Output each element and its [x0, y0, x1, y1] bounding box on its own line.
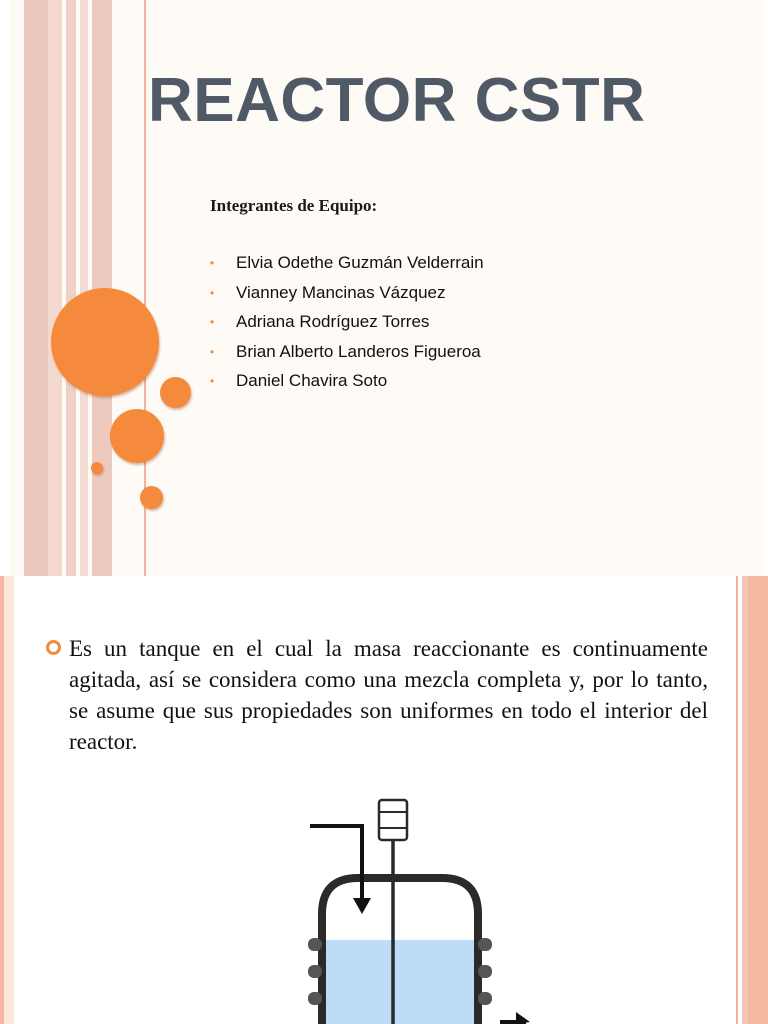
decorative-band [66, 0, 76, 576]
jacket-lug [308, 965, 322, 978]
jacket-lug [478, 992, 492, 1005]
content-slide [0, 576, 768, 1024]
bullet-icon: • [210, 344, 215, 359]
decorative-circle-small [160, 377, 191, 408]
jacket-lug [308, 938, 322, 951]
decorative-circle-large [51, 288, 159, 396]
liquid-fill [320, 940, 480, 1024]
bullet-icon: • [210, 374, 215, 389]
decorative-band [4, 576, 14, 1024]
jacket-lug [478, 938, 492, 951]
decorative-band [48, 0, 62, 576]
bullet-icon: • [210, 315, 215, 330]
decorative-band [748, 576, 768, 1024]
inlet-arrow-icon [353, 898, 371, 914]
jacket-lug [478, 965, 492, 978]
decorative-divider-line [736, 576, 738, 1024]
decorative-circle-tiny [91, 462, 103, 474]
slide-edge-right [764, 0, 768, 576]
member-name: Adriana Rodríguez Torres [236, 312, 430, 332]
definition-paragraph: Es un tanque en el cual la masa reaccionante es continuamente agitada, así se considera como una mezcla completa y, por lo tanto, se asume que sus propiedades son uniformes en todo el interior del reactor. [69, 636, 708, 754]
cstr-reactor-diagram [300, 794, 530, 1024]
slide-edge-left [0, 0, 10, 576]
ring-bullet-icon [46, 640, 61, 655]
team-label: Integrantes de Equipo: [210, 196, 378, 215]
member-name: Elvia Odethe Guzmán Velderrain [236, 253, 484, 272]
decorative-circle-small [140, 486, 163, 509]
outlet-arrow-icon [516, 1012, 530, 1024]
member-name: Daniel Chavira Soto [236, 371, 388, 391]
jacket-lug [308, 992, 322, 1005]
bullet-icon: • [210, 285, 215, 300]
bullet-icon: • [210, 256, 215, 270]
slide-title: REACTOR CSTR [148, 66, 646, 135]
decorative-band [80, 0, 88, 576]
decorative-band [24, 0, 48, 576]
member-name: Brian Alberto Landeros Figueroa [236, 341, 481, 361]
member-name: Vianney Mancinas Vázquez [236, 282, 446, 302]
decorative-circle-medium [110, 409, 164, 463]
motor-icon [379, 800, 407, 840]
